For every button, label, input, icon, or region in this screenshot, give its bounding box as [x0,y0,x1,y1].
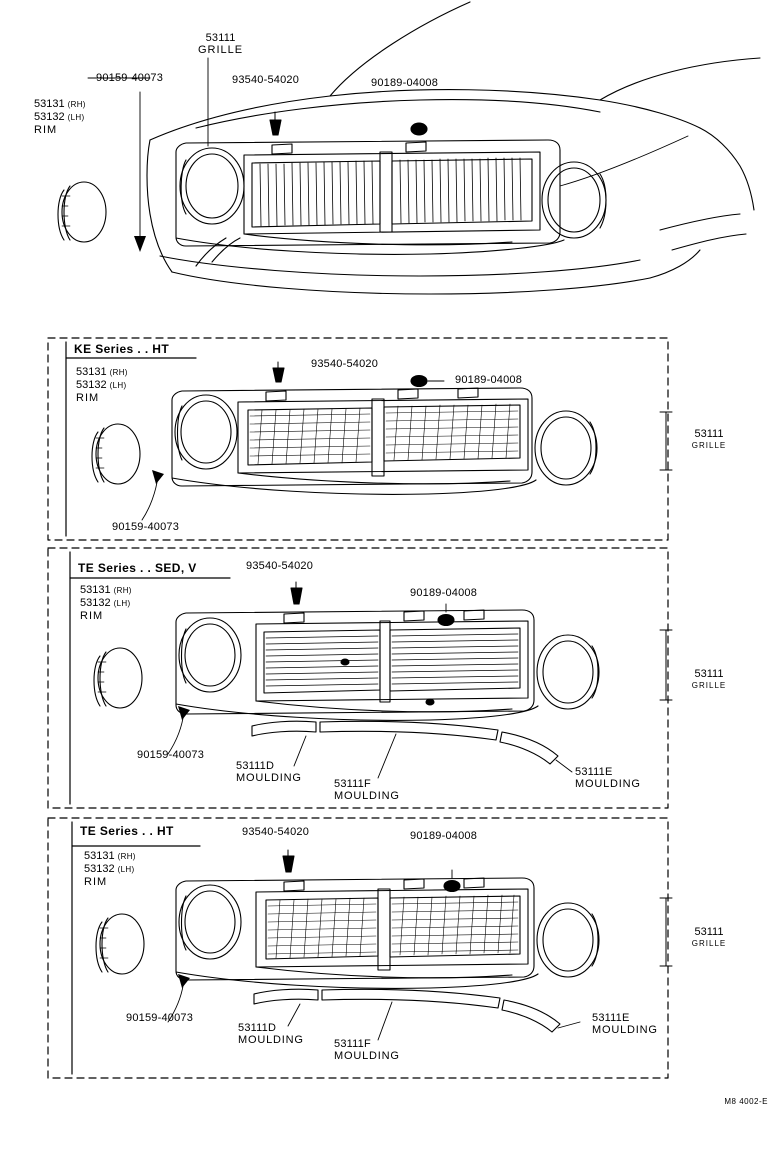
panel-te-ht-moulding-f-label [334,1038,400,1062]
panel-te-sed-rim-lh-suffix: (LH) [113,599,131,608]
panel-ke-grille-code: 53111 [694,428,724,440]
top-clip-label: 90159-40073 [96,72,164,84]
panel-ke-rim-label [76,366,128,405]
panel-te-sed-rim-label [80,584,132,623]
panel-te-ht-grille-code: 53111 [694,926,724,938]
panel-te-ht-rim-name: RIM [84,876,108,888]
top-nut-label: 90189-04008 [371,77,439,89]
panel-te-sed-rim-lh-code: 53132 [80,597,111,609]
moulding-f-name: MOULDING [334,790,400,802]
panel-te-sed-clip-label: 90159-40073 [137,749,205,761]
panel-te-sed-grille-label [674,668,744,692]
top-rim-label [34,98,86,137]
panel-ke-rim-lh-suffix: (LH) [109,381,127,390]
panel-ke-clip-label: 90159-40073 [112,521,180,533]
panel-te-sed-grille-code: 53111 [694,668,724,680]
panel-te-ht-grille-name: GRILLE [691,939,727,948]
panel-te-ht-nut-label: 90189-04008 [410,830,478,842]
panel-te-ht-rim-lh-code: 53132 [84,863,115,875]
panel-ke-grille-label [674,428,744,452]
top-rim-rh-code: 53131 [34,98,65,110]
moulding-e-code-2: 53111E [592,1012,630,1024]
panel-te-sed-rim-rh-code: 53131 [80,584,111,596]
top-grille-code: 53111 [205,32,236,44]
panel-te-sed-moulding-f-label [334,778,400,802]
panel-te-ht-moulding-e-label [592,1012,658,1036]
panel-te-ht-moulding-d-label [238,1022,304,1046]
panel-ke-rim-rh-suffix: (RH) [109,368,128,377]
panel-te-ht-rim-label [84,850,136,889]
panel-te-ht-rim-rh-suffix: (RH) [117,852,136,861]
panel-ke-rim-lh-code: 53132 [76,379,107,391]
panel-te-sed-series-title: TE Series . . SED, V [78,561,197,575]
panel-te-sed-rim-name: RIM [80,610,104,622]
panel-ke-nut-label: 90189-04008 [455,374,523,386]
panel-te-sed-moulding-d-label [236,760,302,784]
moulding-e-name-2: MOULDING [592,1024,658,1036]
sheet-code: M8 4002-E [724,1097,768,1106]
moulding-f-name-2: MOULDING [334,1050,400,1062]
moulding-d-name: MOULDING [236,772,302,784]
top-screw-label: 93540-54020 [232,74,300,86]
panel-te-ht-rim-lh-suffix: (LH) [117,865,135,874]
top-grille-name: GRILLE [198,44,244,56]
panel-te-sed-grille-name: GRILLE [691,681,727,690]
moulding-e-code: 53111E [575,766,613,778]
panel-te-sed-nut-label: 90189-04008 [410,587,478,599]
panel-te-ht-clip-label: 90159-40073 [126,1012,194,1024]
panel-ke-rim-name: RIM [76,392,100,404]
moulding-f-code-2: 53111F [334,1038,371,1050]
top-grille-label [198,32,243,56]
moulding-d-code: 53111D [236,760,275,772]
panel-te-sed-rim-rh-suffix: (RH) [113,586,132,595]
top-rim-lh-code: 53132 [34,111,65,123]
panel-ke-rim-rh-code: 53131 [76,366,107,378]
panel-te-sed-screw-label: 93540-54020 [246,560,314,572]
top-rim-name: RIM [34,124,58,136]
top-rim-lh-suffix: (LH) [67,113,85,122]
panel-te-sed-moulding-e-label [575,766,641,790]
panel-ke-screw-label: 93540-54020 [311,358,379,370]
panel-te-ht-rim-rh-code: 53131 [84,850,115,862]
panel-ke-series-ht-title: KE Series . . HT [74,342,170,356]
moulding-d-name-2: MOULDING [238,1034,304,1046]
moulding-e-name: MOULDING [575,778,641,790]
moulding-d-code-2: 53111D [238,1022,277,1034]
moulding-f-code: 53111F [334,778,371,790]
panel-te-ht-grille-label [674,926,744,950]
top-rim-rh-suffix: (RH) [67,100,86,109]
panel-te-ht-series-title: TE Series . . HT [80,824,174,838]
panel-te-ht-screw-label: 93540-54020 [242,826,310,838]
panel-ke-grille-name: GRILLE [691,441,727,450]
